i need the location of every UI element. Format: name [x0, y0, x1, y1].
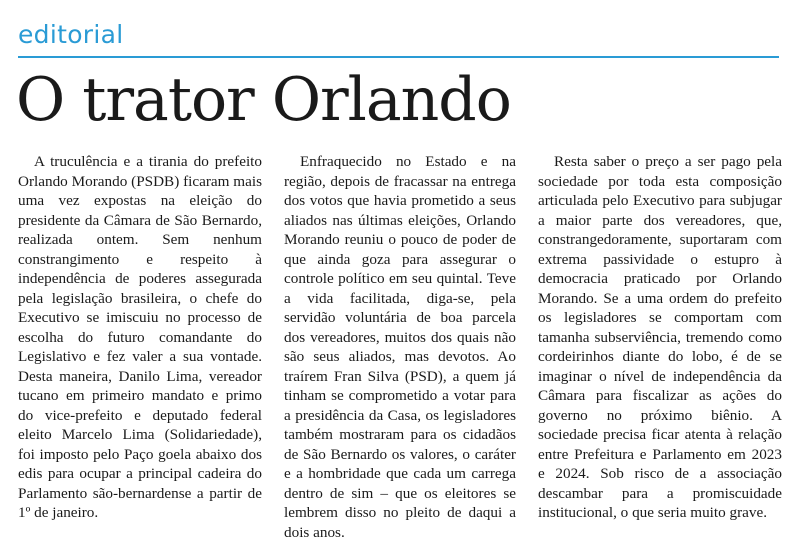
section-rule: [18, 56, 779, 58]
article-body: [18, 152, 796, 542]
article-column-1: [18, 152, 262, 542]
paragraph: A truculência e a tirania do prefeito Orlando Morando (PSDB) ficaram mais uma vez expostas na eleição do presidente da Câmara de São Bernardo, realizada ontem. Sem nenhum constrangimento e respeito à independência de poderes assegurada pela legislação brasileira, o chefe do Executivo se imiscuiu no processo de escolha do futuro comandante do Legislativo e fez valer a sua vontade. Desta maneira, Danilo Lima, vereador tucano em primeiro mandato e primo do vice-prefeito e deputado federal eleito Marcelo Lima (Solidariedade), foi imposto pelo Paço goela abaixo dos edis para ocupar a principal cadeira do Parlamento são-bernardense a partir de 1º de janeiro.: [18, 153, 262, 521]
paragraph: Enfraquecido no Estado e na região, depois de fracassar na entrega dos votos que havia prometido a seus aliados nas últimas eleições, Orlando Morando reuniu o pouco de poder de que ainda goza para assegurar o controle político em seu quintal. Teve a vida facilitada, diga-se, pela servidão voluntária de boa parcela dos vereadores, muitos dos quais não são seus aliados, mas devotos. Ao traírem Fran Silva (PSD), a quem já tinham se comprometido a votar para a presidência da Casa, os legisladores também mostraram para os cidadãos de São Bernardo os valores, o caráter e a hombridade que cada um carrega dentro de sim – que os eleitores se lembrem disso no pleito de daqui a dois anos.: [284, 153, 516, 541]
headline: O trator Orlando: [16, 65, 511, 135]
article-column-3: [538, 152, 782, 542]
paragraph: Resta saber o preço a ser pago pela sociedade por toda esta composição articulada pelo Executivo para subjugar a maior parte dos vereadores, que, constrangedoramente, suportaram com extrema passividade o estupro à democracia praticado por Orlando Morando. Se a uma ordem do prefeito os legisladores se comportam com tamanha subserviência, tremendo como cordeirinhos diante do lobo, é de se imaginar o nível de independência da Câmara para fiscalizar as ações do governo no próximo biênio. A sociedade precisa ficar atenta à relação entre Prefeitura e Parlamento em 2023 e 2024. Sob risco de a associação descambar para a promiscuidade institucional, o que seria muito grave.: [538, 153, 782, 521]
article-column-2: [284, 152, 516, 542]
section-label: editorial: [18, 20, 124, 49]
